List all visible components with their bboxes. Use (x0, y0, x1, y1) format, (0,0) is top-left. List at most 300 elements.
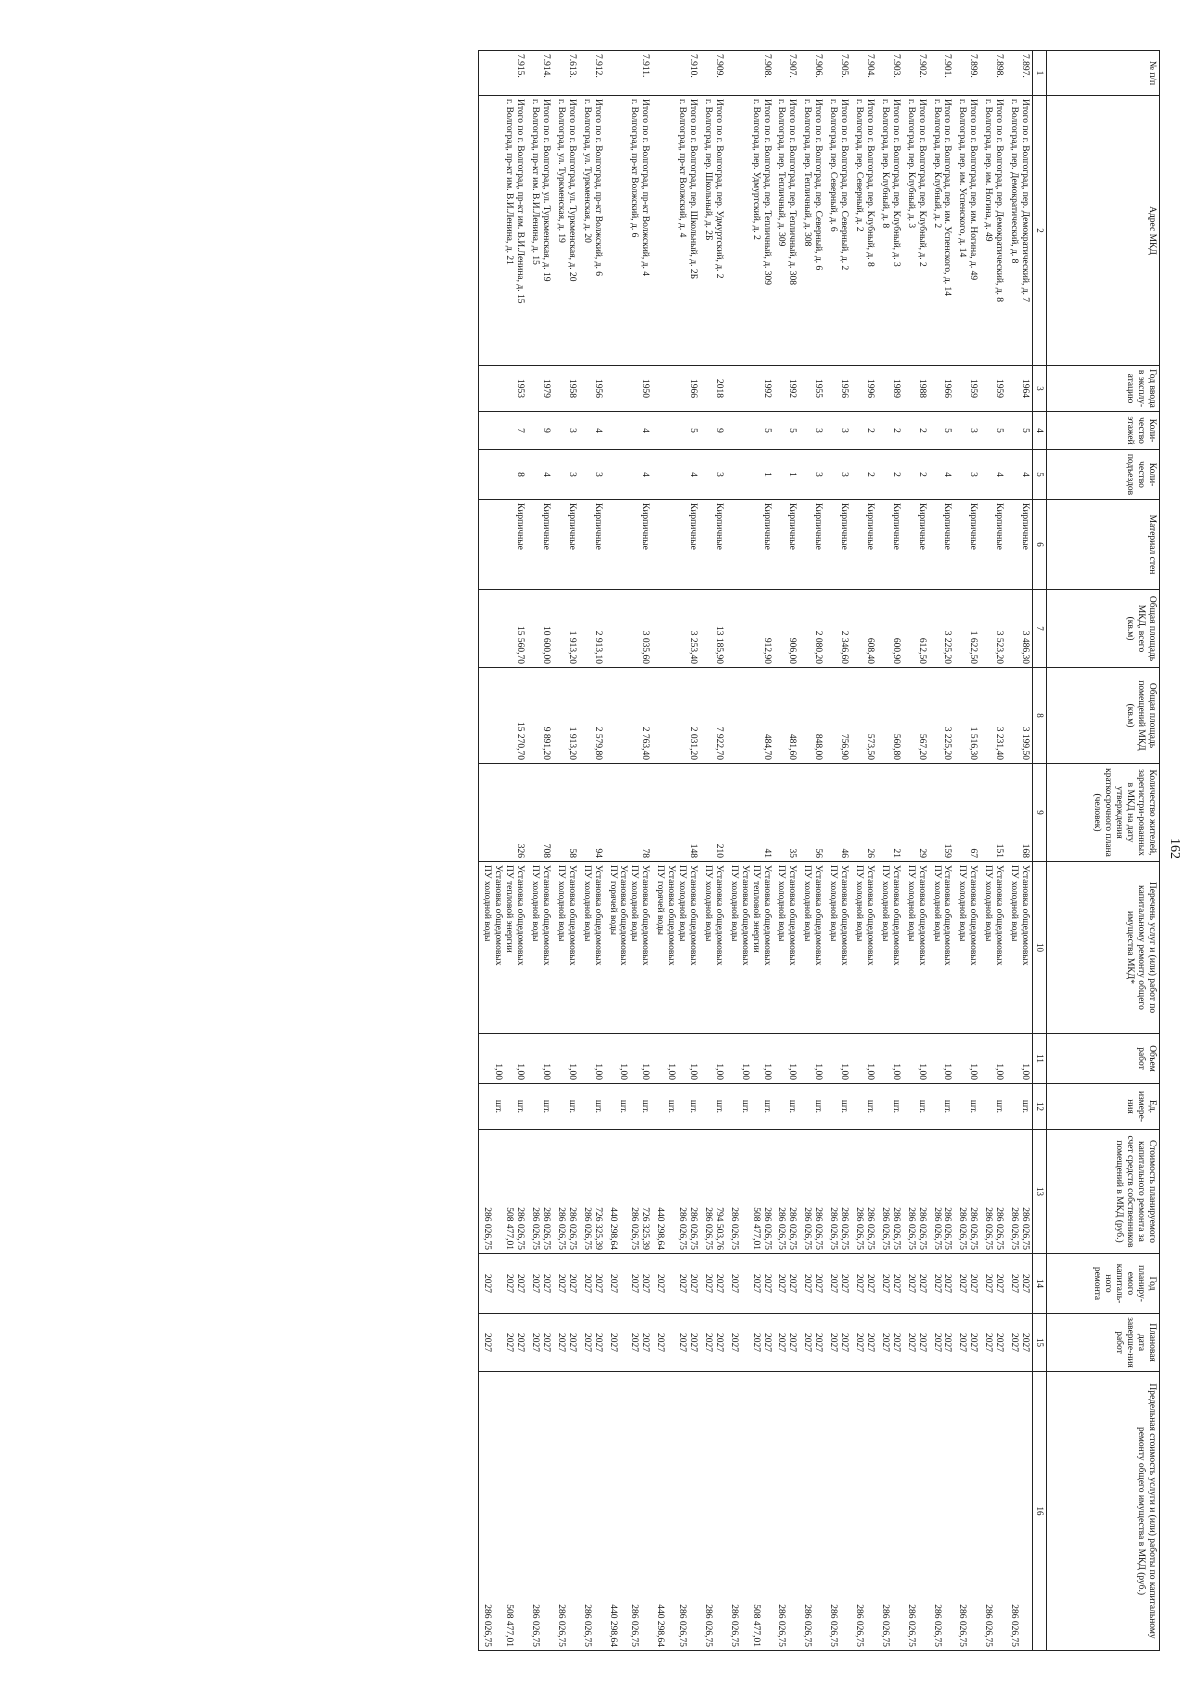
limit-cost-line: 508 477,01 (504, 1604, 515, 1647)
planned-year-line: 2027 (879, 1274, 890, 1293)
row-number: 7.897. (1006, 51, 1032, 96)
table-row (605, 51, 653, 1651)
limit-cost-line (967, 1375, 978, 1647)
limit-cost-line (942, 1375, 953, 1647)
work-volume-line: 1,00 (566, 1063, 577, 1080)
work-volume-line: 1,00 (813, 1063, 824, 1080)
limit-cost-line: 286 026,75 (581, 1604, 592, 1647)
total-area: 2 080,20 (799, 590, 825, 668)
entrances-count: 3 (825, 450, 851, 500)
planned-year (652, 1254, 700, 1314)
address-line: г. Волгоград, пр-кт им. В.И.Ленина, д. 15 (530, 99, 541, 265)
premises-area: 484,70 (726, 668, 774, 764)
completion-year-line: 2027 (702, 1333, 713, 1352)
planned-cost-line (739, 1133, 750, 1250)
completion-year-line: 2027 (839, 1333, 850, 1352)
limit-cost (553, 1372, 579, 1651)
work-line: Установка общедомовых (739, 865, 750, 966)
table-row (652, 51, 700, 1651)
planned-cost (980, 1130, 1006, 1254)
work-volume-line: 1,00 (942, 1063, 953, 1080)
planned-year-line: 2027 (702, 1274, 713, 1293)
planned-year-line: 2027 (515, 1274, 526, 1293)
unit-line: шт. (864, 1099, 875, 1114)
year-built: 1950 (605, 366, 653, 412)
work-line: ПУ холодной воды (879, 865, 890, 942)
year-built: 1964 (1006, 366, 1032, 412)
unit (527, 1084, 553, 1130)
planned-cost-line: 286 026,75 (1020, 1207, 1030, 1250)
limit-cost (774, 1372, 800, 1651)
total-area: 612,50 (903, 590, 929, 668)
limit-cost-line (492, 1375, 503, 1647)
address-line: г. Волгоград, пр-кт Волжский, д. 6 (629, 99, 640, 238)
floors-count: 5 (652, 412, 700, 450)
unit (929, 1084, 955, 1130)
work-line: ПУ горячей воды (655, 865, 666, 936)
planned-cost (479, 1130, 527, 1254)
row-number: 7.901. (929, 51, 955, 96)
completion-year (954, 1314, 980, 1372)
address-line: Итого по г. Волгоград, пер. Школьный, д. 2Б (688, 99, 699, 280)
completion-year-line (665, 1317, 676, 1368)
repair-plan-table (478, 50, 1160, 1651)
planned-year (579, 1254, 605, 1314)
residents-count: 46 (825, 764, 851, 862)
row-number: 7.912. (579, 51, 605, 96)
work-line: ПУ холодной воды (905, 865, 916, 942)
works-cell (980, 862, 1006, 1034)
unit (799, 1084, 825, 1130)
work-line: Установка общедомовых (890, 865, 901, 966)
planned-year-line: 2027 (776, 1274, 787, 1293)
completion-year-line: 2027 (581, 1333, 592, 1352)
entrances-count: 4 (527, 450, 553, 500)
work-volume (774, 1034, 800, 1084)
limit-cost-line: 286 026,75 (728, 1604, 739, 1647)
planned-year-line: 2027 (802, 1274, 813, 1293)
residents-count: 58 (553, 764, 579, 862)
completion-year-line (739, 1317, 750, 1368)
total-area: 600,90 (877, 590, 903, 668)
work-line: Установка общедомовых (761, 865, 772, 966)
unit-line: шт. (968, 1099, 979, 1114)
work-volume (980, 1034, 1006, 1084)
planned-year (1006, 1254, 1032, 1314)
completion-year-line: 2027 (540, 1333, 551, 1352)
completion-year (527, 1314, 553, 1372)
work-line: ПУ холодной воды (728, 865, 739, 942)
planned-year-line: 2027 (750, 1274, 761, 1293)
residents-count: 210 (700, 764, 726, 862)
planned-cost (825, 1130, 851, 1254)
completion-year-line: 2027 (713, 1333, 724, 1352)
address-line: Итого по г. Волгоград, пер. Клубный, д. 2 (916, 99, 927, 267)
planned-year-line (739, 1257, 750, 1310)
column-header: Общая площадь МКД, всего (кв.м) (1047, 590, 1160, 668)
column-number: 2 (1033, 96, 1047, 366)
address-line: Итого по г. Волгоград, ул. Туркменская, д. 20 (566, 99, 577, 282)
works-cell (553, 862, 579, 1034)
planned-year-line (665, 1257, 676, 1310)
wall-material: Кирпичные (579, 500, 605, 590)
completion-year (799, 1314, 825, 1372)
address-line: Итого по г. Волгоград, пр-кт им. В.И.Ленина, д. 15 (515, 99, 526, 304)
completion-year-line: 2027 (629, 1333, 640, 1352)
completion-year-line: 2027 (776, 1333, 787, 1352)
completion-year-line: 2027 (968, 1333, 979, 1352)
planned-year-line: 2027 (839, 1274, 850, 1293)
work-volume-line: 1,00 (618, 1063, 629, 1080)
row-number: 7.902. (903, 51, 929, 96)
planned-cost-line: 286 026,75 (828, 1207, 839, 1250)
planned-year-line: 2027 (555, 1274, 566, 1293)
wall-material: Кирпичные (553, 500, 579, 590)
completion-year (726, 1314, 774, 1372)
limit-cost-line (739, 1375, 750, 1647)
work-line: ПУ холодной воды (776, 865, 787, 942)
floors-count: 3 (954, 412, 980, 450)
work-line: Установка общедомовых (640, 865, 651, 966)
completion-year-line (618, 1317, 629, 1368)
work-line: ПУ холодной воды (555, 865, 566, 942)
completion-year-line: 2027 (482, 1333, 493, 1352)
column-header: Общая площадь помещений МКД (кв.м) (1047, 668, 1160, 764)
unit (774, 1084, 800, 1130)
table-row (479, 51, 527, 1651)
entrances-count: 2 (851, 450, 877, 500)
work-line: Установка общедомовых (813, 865, 824, 966)
year-built: 1966 (652, 366, 700, 412)
limit-cost (700, 1372, 726, 1651)
planned-year-line: 2027 (1009, 1274, 1020, 1293)
table-row (877, 51, 903, 1651)
column-header: Перечень услуг и (или) работ по капитальному ремонту общего имущества МКД* (1047, 862, 1160, 1034)
limit-cost (1006, 1372, 1032, 1651)
planned-cost-line: 286 026,75 (968, 1207, 979, 1250)
planned-cost-line: 286 026,75 (530, 1207, 541, 1250)
work-volume (799, 1034, 825, 1084)
residents-count: 168 (1006, 764, 1032, 862)
work-line: ПУ горячей воды (607, 865, 618, 936)
limit-cost (652, 1372, 700, 1651)
table-row (1006, 51, 1032, 1651)
completion-year (579, 1314, 605, 1372)
column-number: 8 (1033, 668, 1047, 764)
spacer (629, 1037, 640, 1080)
unit-line: шт. (761, 1099, 772, 1114)
unit-line: шт. (566, 1099, 577, 1114)
work-volume-line: 1,00 (890, 1063, 901, 1080)
spacer (676, 1087, 687, 1126)
work-line: Установка общедомовых (566, 865, 577, 966)
premises-area: 2 579,80 (579, 668, 605, 764)
floors-count: 2 (851, 412, 877, 450)
planned-cost-line: 440 298,64 (607, 1207, 618, 1250)
address-cell (700, 96, 726, 366)
planned-year (929, 1254, 955, 1314)
planned-year-line: 2027 (854, 1274, 865, 1293)
address-cell (980, 96, 1006, 366)
table-row (700, 51, 726, 1651)
completion-year-line: 2027 (879, 1333, 890, 1352)
work-volume-line: 1,00 (713, 1063, 724, 1080)
work-volume (1006, 1034, 1032, 1084)
total-area: 2 346,60 (825, 590, 851, 668)
unit (851, 1084, 877, 1130)
work-line: ПУ холодной воды (854, 865, 865, 942)
completion-year (851, 1314, 877, 1372)
completion-year-line: 2027 (1020, 1333, 1030, 1352)
limit-cost-line: 286 026,75 (482, 1604, 493, 1647)
column-number-row (1033, 51, 1047, 1651)
works-cell (1006, 862, 1032, 1034)
planned-cost (851, 1130, 877, 1254)
completion-year-line: 2027 (916, 1333, 927, 1352)
year-built: 1992 (726, 366, 774, 412)
planned-cost-line: 286 026,75 (905, 1207, 916, 1250)
planned-cost-line: 286 026,75 (540, 1207, 551, 1250)
works-cell (825, 862, 851, 1034)
work-line: ПУ холодной воды (828, 865, 839, 942)
wall-material: Кирпичные (479, 500, 527, 590)
work-line: Установка общедомовых (916, 865, 927, 966)
planned-year-line: 2027 (968, 1274, 979, 1293)
wall-material: Кирпичные (700, 500, 726, 590)
floors-count: 7 (479, 412, 527, 450)
limit-cost-line: 508 477,01 (750, 1604, 761, 1647)
completion-year-line: 2027 (515, 1333, 526, 1352)
limit-cost-line: 286 026,75 (702, 1604, 713, 1647)
limit-cost-line (514, 1375, 525, 1647)
floors-count: 5 (726, 412, 774, 450)
works-cell (954, 862, 980, 1034)
completion-year (652, 1314, 700, 1372)
wall-material: Кирпичные (799, 500, 825, 590)
limit-cost-line: 286 026,75 (905, 1604, 916, 1647)
completion-year-line: 2027 (931, 1333, 942, 1352)
table-row (579, 51, 605, 1651)
row-number: 7.911. (605, 51, 653, 96)
completion-year-line: 2027 (942, 1333, 953, 1352)
address-line: Итого по г. Волгоград, пер. Клубный, д. 8 (864, 99, 875, 267)
planned-cost (1006, 1130, 1032, 1254)
address-cell (652, 96, 700, 366)
address-line: г. Волгоград, пр-кт Волжский, д. 4 (677, 99, 688, 238)
work-line: Установка общедомовых (515, 865, 526, 966)
row-number: 7.898. (980, 51, 1006, 96)
limit-cost-line: 286 026,75 (677, 1604, 688, 1647)
limit-cost (527, 1372, 553, 1651)
work-volume-line: 1,00 (739, 1063, 750, 1080)
work-volume (929, 1034, 955, 1084)
column-number: 6 (1033, 500, 1047, 590)
column-number: 13 (1033, 1130, 1047, 1254)
work-volume (652, 1034, 700, 1084)
unit (980, 1084, 1006, 1130)
completion-year (929, 1314, 955, 1372)
planned-year-line: 2027 (728, 1274, 739, 1293)
floors-count: 5 (980, 412, 1006, 450)
completion-year-line: 2027 (864, 1333, 875, 1352)
address-line: г. Волгоград, пер. Клубный, д. 3 (905, 99, 916, 229)
entrances-count: 2 (903, 450, 929, 500)
planned-cost (877, 1130, 903, 1254)
address-line: г. Волгоград, ул. Туркменская, д. 20 (581, 99, 592, 243)
residents-count: 159 (929, 764, 955, 862)
address-line: Итого по г. Волгоград, пер. Демократический, д. 7 (1020, 99, 1030, 303)
floors-count: 3 (825, 412, 851, 450)
completion-year (825, 1314, 851, 1372)
unit-line: шт. (890, 1099, 901, 1114)
completion-year (553, 1314, 579, 1372)
unit-line: шт. (688, 1099, 699, 1114)
work-line: Установка общедомовых (864, 865, 875, 966)
premises-area: 560,80 (877, 668, 903, 764)
year-built: 1996 (851, 366, 877, 412)
limit-cost-line (890, 1375, 901, 1647)
year-built: 1956 (579, 366, 605, 412)
entrances-count: 3 (579, 450, 605, 500)
planned-year-line: 2027 (957, 1274, 968, 1293)
work-line: Установка общедомовых (1020, 865, 1030, 966)
address-cell (851, 96, 877, 366)
unit-line: шт. (942, 1099, 953, 1114)
wall-material: Кирпичные (980, 500, 1006, 590)
planned-cost-line: 286 026,75 (702, 1207, 713, 1250)
column-number: 12 (1033, 1084, 1047, 1130)
work-line: Установка общедомовых (968, 865, 979, 966)
limit-cost-line (1019, 1375, 1030, 1647)
wall-material: Кирпичные (527, 500, 553, 590)
limit-cost-line (864, 1375, 875, 1647)
work-volume-line: 1,00 (640, 1063, 651, 1080)
limit-cost (605, 1372, 653, 1651)
planned-year (825, 1254, 851, 1314)
total-area: 3 225,20 (929, 590, 955, 668)
unit-line: шт. (515, 1099, 526, 1114)
planned-year-line: 2027 (787, 1274, 798, 1293)
entrances-count: 2 (877, 450, 903, 500)
premises-area: 1 516,30 (954, 668, 980, 764)
address-cell (579, 96, 605, 366)
premises-area: 9 891,20 (527, 668, 553, 764)
unit-line: шт. (618, 1099, 629, 1114)
year-built: 1959 (954, 366, 980, 412)
limit-cost (980, 1372, 1006, 1651)
planned-cost (799, 1130, 825, 1254)
residents-count: 26 (851, 764, 877, 862)
entrances-count: 4 (980, 450, 1006, 500)
wall-material: Кирпичные (774, 500, 800, 590)
limit-cost-line (618, 1375, 629, 1647)
year-built: 1988 (903, 366, 929, 412)
unit (700, 1084, 726, 1130)
spacer (629, 1087, 640, 1126)
planned-cost (579, 1130, 605, 1254)
work-volume-line: 1,00 (864, 1063, 875, 1080)
limit-cost (954, 1372, 980, 1651)
table-row (903, 51, 929, 1651)
works-cell (579, 862, 605, 1034)
works-cell (652, 862, 700, 1034)
works-cell (700, 862, 726, 1034)
floors-count: 2 (877, 412, 903, 450)
completion-year (980, 1314, 1006, 1372)
limit-cost-line: 286 026,75 (828, 1604, 839, 1647)
limit-cost (929, 1372, 955, 1651)
planned-year-line: 2027 (1020, 1274, 1030, 1293)
entrances-count: 3 (700, 450, 726, 500)
works-cell (605, 862, 653, 1034)
work-line: Установка общедомовых (592, 865, 603, 966)
completion-year-line: 2027 (555, 1333, 566, 1352)
residents-count: 708 (527, 764, 553, 862)
works-cell (851, 862, 877, 1034)
limit-cost-line (665, 1375, 676, 1647)
unit-line: шт. (493, 1099, 504, 1114)
residents-count: 151 (980, 764, 1006, 862)
table-row (527, 51, 553, 1651)
work-volume (825, 1034, 851, 1084)
total-area: 13 185,90 (700, 590, 726, 668)
work-line: Установка общедомовых (994, 865, 1005, 966)
residents-count: 94 (579, 764, 605, 862)
floors-count: 3 (553, 412, 579, 450)
premises-area: 3 225,20 (929, 668, 955, 764)
address-line: Итого по г. Волгоград, пр-кт Волжский, д. 4 (640, 99, 651, 276)
spacer (750, 1087, 761, 1126)
premises-area: 3 231,40 (980, 668, 1006, 764)
floors-count: 5 (1006, 412, 1032, 450)
total-area: 1 622,50 (954, 590, 980, 668)
planned-year-line: 2027 (655, 1274, 666, 1293)
year-built: 1992 (774, 366, 800, 412)
planned-year-line: 2027 (566, 1274, 577, 1293)
completion-year-line: 2027 (854, 1333, 865, 1352)
address-line: Итого по г. Волгоград, пер. им. Ногина, д. 49 (968, 99, 979, 281)
unit (652, 1084, 700, 1130)
planned-year-line: 2027 (994, 1274, 1005, 1293)
address-line: Итого по г. Волгоград, пр-кт Волжский, д. 6 (592, 99, 603, 276)
column-header: Количество жителей, зарегистри-рованных в МКД на дату утверждения краткосрочного плана (человек) (1047, 764, 1160, 862)
column-number: 11 (1033, 1034, 1047, 1084)
unit-line: шт. (839, 1099, 850, 1114)
row-number: 7.915. (479, 51, 527, 96)
page-number: 162 (1167, 838, 1182, 859)
limit-cost-line: 286 026,75 (555, 1604, 566, 1647)
planned-year (605, 1254, 653, 1314)
work-line: Установка общедомовых (688, 865, 699, 966)
planned-year-line: 2027 (864, 1274, 875, 1293)
address-line: г. Волгоград, пер. Школьный, д. 2Б (702, 99, 713, 241)
planned-cost-line: 286 026,75 (629, 1207, 640, 1250)
unit-line: шт. (916, 1099, 927, 1114)
address-line: Итого по г. Волгоград, пер. Северный, д. 6 (813, 99, 824, 271)
premises-area: 2 763,40 (605, 668, 653, 764)
planned-cost (903, 1130, 929, 1254)
residents-count: 56 (799, 764, 825, 862)
works-cell (799, 862, 825, 1034)
planned-year-line: 2027 (530, 1274, 541, 1293)
work-volume-line: 1,00 (994, 1063, 1005, 1080)
works-cell (877, 862, 903, 1034)
completion-year (700, 1314, 726, 1372)
entrances-count: 4 (929, 450, 955, 500)
entrances-count: 4 (652, 450, 700, 500)
work-volume (954, 1034, 980, 1084)
address-line: Итого по г. Волгоград, пер. Удмуртский, д. 2 (713, 99, 724, 279)
